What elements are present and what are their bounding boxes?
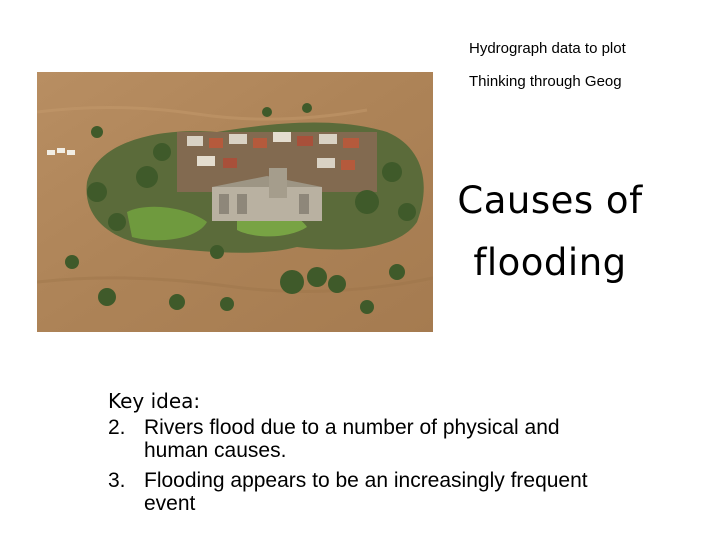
title-line-2: flooding bbox=[473, 241, 627, 284]
key-idea-heading: Key idea: bbox=[108, 389, 201, 413]
list-item-number: 3. bbox=[108, 469, 126, 492]
key-idea-list bbox=[108, 416, 628, 522]
thinking-through-geog-link[interactable]: Thinking through Geog bbox=[469, 73, 622, 90]
list-item bbox=[108, 416, 628, 462]
flood-photo bbox=[37, 72, 433, 332]
aerial-flood-photo-icon bbox=[37, 72, 433, 332]
title-line-1: Causes of bbox=[457, 179, 643, 222]
list-item-text: Flooding appears to be an increasingly frequent event bbox=[144, 469, 588, 515]
list-item-number: 2. bbox=[108, 416, 126, 439]
list-item-text: Rivers flood due to a number of physical and human causes. bbox=[144, 416, 560, 462]
list-item bbox=[108, 469, 628, 515]
hydrograph-data-link[interactable]: Hydrograph data to plot bbox=[469, 40, 626, 57]
slide-title bbox=[436, 170, 664, 294]
